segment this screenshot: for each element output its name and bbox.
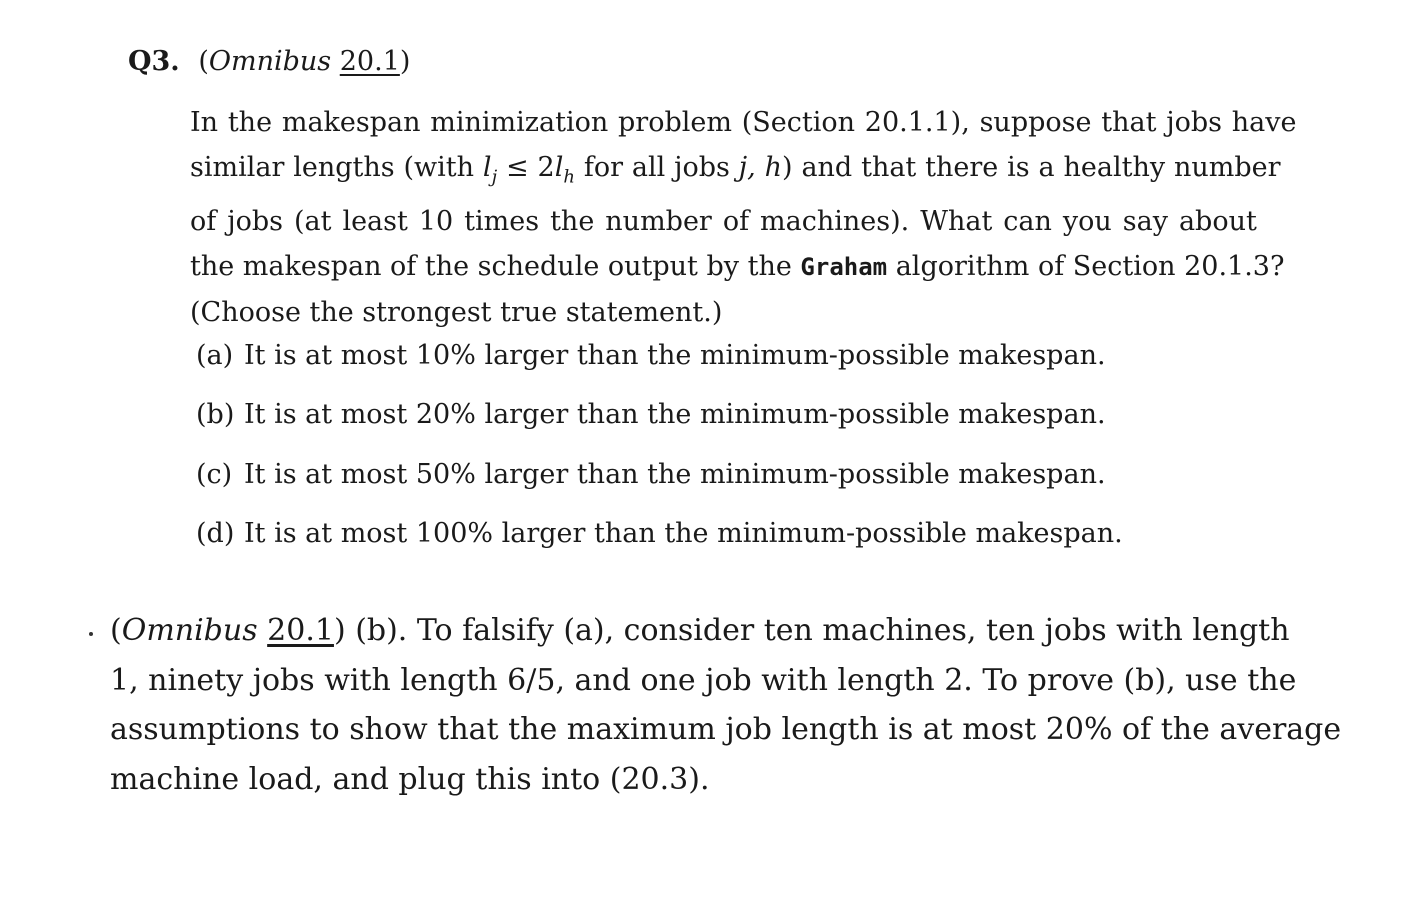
math-j-h: j, h [738, 152, 783, 183]
math-le-2: ≤ 2 [497, 152, 555, 183]
option-d [196, 516, 1123, 552]
math-sub-j: j [491, 166, 498, 188]
answer-line-3: assumptions to show that the maximum job length is at most 20% of the average [110, 712, 1342, 747]
question-body [190, 100, 1297, 335]
answer-line-4: machine load, and plug this into (20.3). [110, 761, 710, 797]
question-line-2-text-c: ) and that there is a healthy number [782, 152, 1281, 183]
math-l: l [482, 152, 492, 183]
option-text: It is at most 100% larger than the minimum-possible makespan. [244, 517, 1123, 549]
option-letter: (d) [196, 517, 235, 549]
answer-line-1-rest: ) (b). To falsify (a), consider ten machines, ten jobs with length [333, 613, 1290, 648]
answer-source-number-link[interactable]: 20.1 [267, 613, 334, 648]
option-text: It is at most 20% larger than the minimum-possible makespan. [244, 399, 1106, 431]
question-line-4-text-b: algorithm of Section 20.1.3? [887, 251, 1285, 283]
option-b [196, 397, 1123, 433]
question-line-4-text-a: the makespan of the schedule output by the [190, 251, 801, 283]
question-header [128, 44, 410, 80]
source-open-paren: ( [198, 46, 209, 77]
question-line-3: of jobs (at least 10 times the number of machines). What can you say about [190, 206, 1257, 238]
source-close-paren: ) [399, 46, 411, 77]
question-line-4 [190, 244, 1285, 290]
question-line-2-text-a: similar lengths (with [190, 152, 483, 183]
answer-line-1 [110, 606, 1290, 656]
option-letter: (c) [196, 458, 233, 490]
answer-open-paren: ( [110, 613, 122, 648]
option-a [196, 338, 1123, 374]
question-line-2 [190, 145, 1281, 199]
question-line-2-text-b: for all jobs [574, 152, 739, 183]
source-name: Omnibus [208, 46, 332, 77]
option-text: It is at most 10% larger than the minimum-possible makespan. [244, 340, 1106, 371]
math-l-2: l [554, 152, 564, 183]
answer-section [110, 606, 1342, 804]
option-letter: (b) [196, 399, 235, 431]
option-text: It is at most 50% larger than the minimum-possible makespan. [244, 458, 1106, 490]
answer-source-name: Omnibus [121, 613, 258, 648]
question-label: Q3. [128, 46, 180, 77]
answer-bullet-dot [89, 632, 93, 636]
math-sub-h: h [563, 166, 575, 188]
answer-options-list [196, 338, 1123, 575]
answer-line-2: 1, ninety jobs with length 6/5, and one job with length 2. To prove (b), use the [110, 662, 1297, 698]
option-c [196, 457, 1123, 493]
question-line-5: (Choose the strongest true statement.) [190, 297, 723, 329]
graham-algorithm-name: Graham [800, 253, 888, 282]
option-letter: (a) [196, 340, 234, 371]
question-line-1: In the makespan minimization problem (Section 20.1.1), suppose that jobs have [190, 107, 1297, 138]
source-number-link[interactable]: 20.1 [339, 46, 400, 77]
